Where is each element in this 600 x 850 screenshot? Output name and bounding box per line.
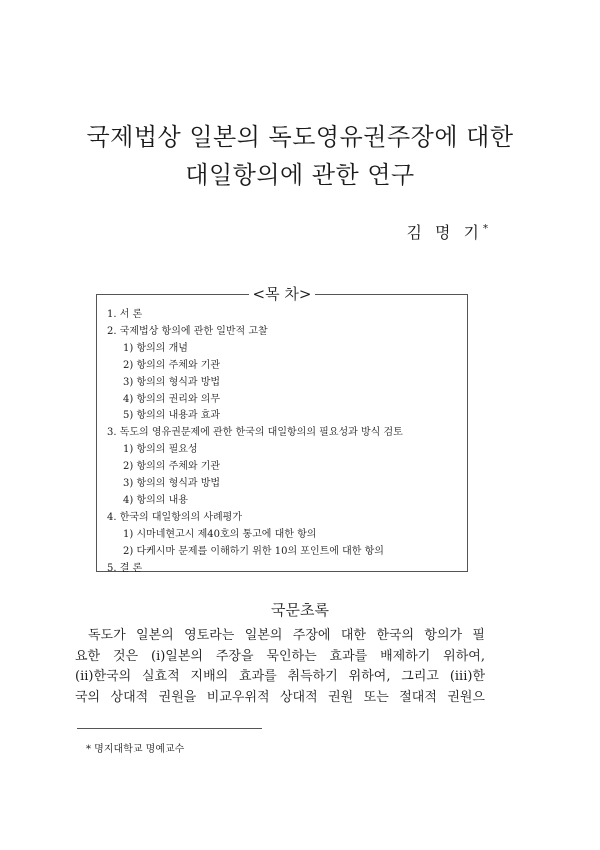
toc-item-2: 2. 국제법상 항의에 관한 일반적 고찰	[107, 325, 268, 337]
author	[406, 220, 488, 243]
toc-item-4: 4. 한국의 대일항의의 사례평가	[107, 511, 242, 523]
paper-title-line-2: 대일항의에 관한 연구	[185, 161, 415, 189]
toc-item-3-4: 4) 항의의 내용	[123, 494, 188, 506]
toc-item-2-4: 4) 항의의 권리와 의무	[123, 393, 221, 405]
toc-item-1: 1. 서 론	[107, 309, 143, 320]
abstract-title: 국문초록	[271, 601, 329, 619]
toc-item-5: 5. 결 론	[107, 562, 143, 574]
toc-heading: <목 차>	[97, 284, 467, 304]
toc-item-2-1: 1) 항의의 개념	[123, 342, 188, 354]
toc-item-3: 3. 독도의 영유권문제에 관한 한국의 대일항의의 필요성과 방식 검토	[107, 427, 403, 439]
toc-item-2-5: 5) 항의의 내용과 효과	[123, 410, 221, 422]
toc-item-3-2: 2) 항의의 주체와 기관	[123, 461, 221, 473]
paper-title-line-1: 국제법상 일본의 독도영유권주장에 대한	[86, 123, 514, 151]
author-footnote-mark: *	[483, 223, 488, 235]
toc-list	[107, 307, 463, 578]
toc-item-4-2: 2) 다케시마 문제를 이해하기 위한 10의 포인트에 대한 항의	[123, 545, 384, 557]
toc-item-4-1: 1) 시마네현고시 제40호의 통고에 대한 항의	[123, 528, 317, 540]
abstract-line-3: (ii)한국의 실효적 지배의 효과를 취득하기 위하여, 그리고 (iii)한	[75, 669, 485, 685]
footnote-divider	[77, 728, 262, 729]
paper-title	[40, 118, 560, 194]
toc-item-2-3: 3) 항의의 형식과 방법	[123, 376, 221, 388]
abstract-body	[75, 626, 485, 708]
toc-item-2-2: 2) 항의의 주체와 기관	[123, 359, 221, 371]
footnote: * 명지대학교 명예교수	[86, 744, 185, 755]
toc-item-3-1: 1) 항의의 필요성	[123, 444, 198, 456]
abstract-line-1: 독도가 일본의 영토라는 일본의 주장에 대한 한국의 항의가 필	[88, 628, 485, 643]
author-name: 김 명 기	[406, 223, 483, 242]
abstract-line-2: 요한 것은 (i)일본의 주장을 묵인하는 효과를 배제하기 위하여,	[75, 648, 485, 664]
abstract-line-4: 국의 상대적 권원을 비교우위적 상대적 권원 또는 절대적 권원으	[75, 689, 485, 705]
toc-item-3-3: 3) 항의의 형식과 방법	[123, 478, 221, 490]
table-of-contents	[96, 285, 468, 574]
